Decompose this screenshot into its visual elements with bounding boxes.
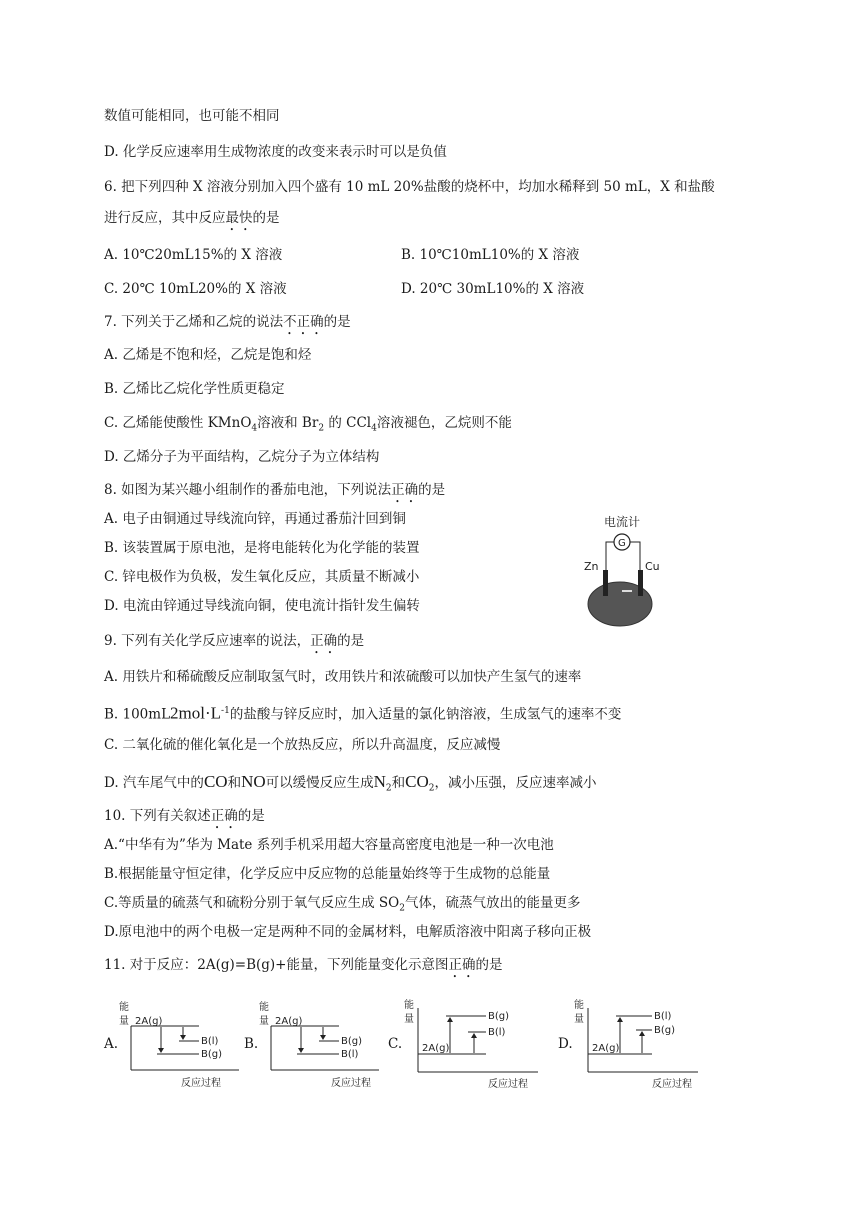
math-text: N	[373, 772, 386, 791]
text: 溶液和 Br	[257, 415, 319, 431]
zn-label: Zn	[584, 560, 599, 573]
option-d	[104, 142, 447, 162]
text: 的是	[237, 808, 265, 824]
question-10	[104, 806, 265, 832]
q9-option-c	[104, 735, 500, 755]
y-axis-label: 量	[119, 1016, 129, 1027]
text: 的是	[475, 957, 503, 973]
subscript: 2	[399, 903, 405, 914]
emphasis-text: 正确	[310, 633, 338, 649]
cu-electrode	[638, 570, 643, 596]
x-axis-label: 反应过程	[181, 1078, 221, 1089]
text: 和	[227, 775, 242, 791]
question-11	[104, 955, 503, 981]
x-axis-label: 反应过程	[331, 1078, 371, 1089]
text: 的 CCl	[324, 415, 372, 431]
level-label: B(l)	[654, 1011, 672, 1022]
text: 气体，硫蒸气放出的能量更多	[404, 895, 581, 911]
text: B. 该装置属于原电池，是将电能转化为化学能的装置	[104, 540, 420, 556]
arrow-head	[298, 1048, 304, 1053]
emphasis-text: 正确	[448, 957, 476, 973]
subscript: 4	[371, 423, 377, 434]
energy-diagram-a	[117, 996, 242, 1090]
text: A. 乙烯是不饱和烃，乙烷是饱和烃	[104, 347, 312, 363]
diagram-a-label: A.	[104, 1036, 119, 1052]
text: C. 锌电极作为负极，发生氧化反应，其质量不断减小	[104, 569, 420, 585]
y-axis-label: 能	[119, 1002, 129, 1013]
q8-option-d	[104, 596, 420, 616]
text: D. 汽车尾气中的	[104, 775, 204, 791]
energy-diagram-c	[402, 994, 542, 1090]
text: C. 二氧化硫的催化氧化是一个放热反应，所以升高温度，反应减慢	[104, 737, 501, 753]
text: 的是	[418, 482, 446, 498]
q6-option-b	[401, 245, 579, 265]
level-label: B(g)	[654, 1025, 676, 1036]
arrow-head	[180, 1035, 186, 1040]
q10-option-b	[104, 864, 550, 884]
emphasis-text: 不正确	[283, 314, 324, 330]
level-label: B(l)	[488, 1027, 506, 1038]
q8-option-a	[104, 509, 406, 529]
zn-electrode	[603, 570, 608, 596]
text: 的盐酸与锌反应时，加入适量的氯化钠溶液，生成氢气的速率不变	[229, 706, 622, 723]
math-text: NO	[241, 772, 266, 791]
q10-option-c	[104, 893, 580, 919]
level-label: B(g)	[201, 1049, 223, 1060]
tomato-battery-figure	[582, 512, 662, 630]
level-label: B(g)	[341, 1036, 363, 1047]
text: D. 化学反应速率用生成物浓度的改变来表示时可以是负值	[104, 144, 447, 160]
level-label: 2A(g)	[592, 1043, 620, 1054]
q7-option-b	[104, 379, 285, 399]
text: 11. 对于反应：2A(g)=B(g)+能量，下列能量变化示意图	[104, 957, 449, 973]
y-axis-label: 量	[259, 1016, 269, 1027]
text: 10. 下列有关叙述	[104, 808, 211, 824]
text: 的是	[252, 210, 280, 226]
text: 8. 如图为某兴趣小组制作的番茄电池，下列说法	[104, 482, 392, 498]
q10-option-a	[104, 835, 554, 855]
text: 溶液褪色，乙烷则不能	[376, 415, 512, 431]
subscript: 2	[318, 423, 325, 434]
q7-option-a	[104, 345, 311, 365]
emphasis-text: 最快	[225, 210, 253, 226]
y-axis-label: 能	[574, 1000, 584, 1011]
text: D. 20℃ 30mL10%的 X 溶液	[401, 281, 585, 297]
meter-label: 电流计	[604, 515, 641, 529]
superscript: -1	[221, 706, 230, 716]
q6-option-a	[104, 245, 282, 265]
text: C. 20℃ 10mL20%的 X 溶液	[104, 281, 287, 297]
text: 的是	[337, 633, 365, 649]
text: A. 10℃20mL15%的 X 溶液	[104, 247, 283, 263]
text-line	[104, 106, 280, 126]
question-7	[104, 312, 351, 338]
text: 6. 把下列四种 X 溶液分别加入四个盛有 10 mL 20%盐酸的烧杯中，均加水稀释到 50 mL，X 和盐酸	[104, 179, 715, 195]
text: D.原电池中的两个电极一定是两种不同的金属材料，电解质溶液中阳离子移向正极	[104, 924, 592, 940]
math-text: CO	[405, 772, 429, 791]
question-8	[104, 480, 445, 506]
q8-option-b	[104, 538, 420, 558]
x-axis-label: 反应过程	[488, 1079, 528, 1090]
emphasis-text: 正确	[391, 482, 419, 498]
q9-option-d	[104, 772, 597, 799]
level-label: B(g)	[488, 1011, 510, 1022]
text: 进行反应，其中反应	[104, 210, 226, 226]
q7-option-d	[104, 447, 379, 467]
text: D. 电流由锌通过导线流向铜，使电流计指针发生偏转	[104, 598, 420, 614]
text: 的是	[323, 314, 351, 330]
q6-option-c	[104, 279, 287, 299]
subscript: 2	[428, 783, 435, 794]
level-label: B(l)	[341, 1049, 359, 1060]
text: B. 10℃10mL10%的 X 溶液	[401, 247, 580, 263]
arrow-head	[320, 1035, 326, 1040]
energy-diagram-d	[572, 994, 702, 1090]
q9-option-a	[104, 667, 581, 687]
q8-option-c	[104, 567, 419, 587]
text: 数值可能相同，也可能不相同	[104, 108, 280, 124]
question-9	[104, 631, 364, 657]
q7-option-c	[104, 413, 512, 439]
question-6	[104, 177, 715, 197]
galvanometer-letter: G	[618, 538, 626, 549]
text: A.“中华有为”华为 Mate 系列手机采用超大容量高密度电池是一种一次电池	[104, 837, 554, 853]
text: 9. 下列有关化学反应速率的说法，	[104, 633, 311, 649]
arrow-head	[447, 1017, 453, 1022]
text: 和	[391, 775, 406, 791]
emphasis-text: 正确	[210, 808, 238, 824]
x-axis-label: 反应过程	[652, 1079, 692, 1090]
y-axis-label: 能	[259, 1002, 269, 1013]
arrow-head	[639, 1031, 645, 1036]
math-text: 2mol·L	[170, 703, 222, 723]
y-axis-label: 能	[404, 1000, 414, 1011]
level-label: 2A(g)	[135, 1016, 163, 1027]
diagram-d-label: D.	[558, 1036, 573, 1052]
arrow-head	[617, 1017, 623, 1022]
diagram-c-label: C.	[388, 1036, 403, 1052]
y-axis-label: 量	[404, 1014, 414, 1025]
q9-option-b	[104, 701, 621, 725]
q10-option-d	[104, 922, 591, 942]
text: 7. 下列关于乙烯和乙烷的说法	[104, 314, 284, 330]
arrow-head	[158, 1048, 164, 1053]
text: A. 电子由铜通过导线流向锌，再通过番茄汁回到铜	[104, 511, 406, 527]
subscript: 4	[251, 423, 258, 434]
level-label: 2A(g)	[422, 1043, 450, 1054]
text: B. 100mL	[104, 706, 171, 723]
text: D. 乙烯分子为平面结构，乙烷分子为立体结构	[104, 449, 380, 465]
level-label: 2A(g)	[275, 1016, 303, 1027]
text: B.根据能量守恒定律，化学反应中反应物的总能量始终等于生成物的总能量	[104, 866, 551, 882]
arrow-head	[471, 1033, 477, 1038]
subscript: 2	[385, 783, 392, 794]
math-text: CO	[203, 772, 228, 791]
question-6-cont	[104, 208, 280, 234]
text: C.等质量的硫蒸气和硫粉分别于氧气反应生成 SO	[104, 895, 400, 911]
q6-option-d	[401, 279, 584, 299]
text: ，减小压强，反应速率减小	[434, 775, 597, 791]
y-axis-label: 量	[574, 1014, 584, 1025]
level-label: B(l)	[201, 1036, 219, 1047]
text: C. 乙烯能使酸性 KMnO	[104, 415, 252, 431]
diagram-b-label: B.	[244, 1036, 259, 1052]
highlight	[622, 590, 632, 592]
text: A. 用铁片和稀硫酸反应制取氢气时，改用铁片和浓硫酸可以加快产生氢气的速率	[104, 669, 582, 685]
text: 可以缓慢反应生成	[265, 775, 374, 791]
cu-label: Cu	[645, 560, 660, 573]
energy-diagram-b	[257, 996, 382, 1090]
text: B. 乙烯比乙烷化学性质更稳定	[104, 381, 285, 397]
